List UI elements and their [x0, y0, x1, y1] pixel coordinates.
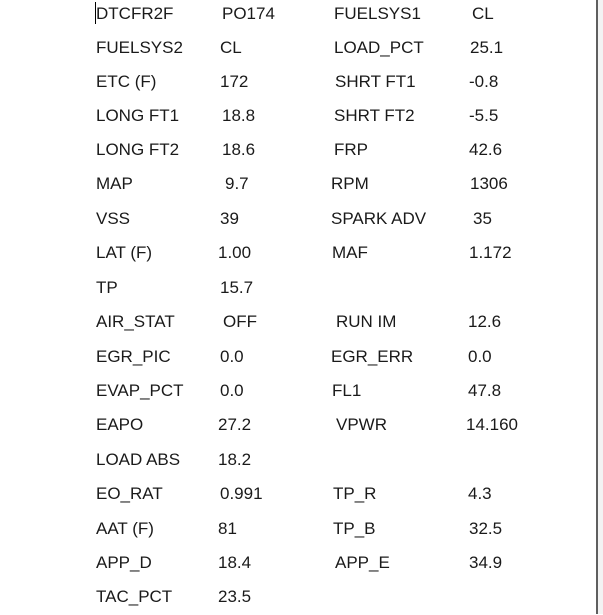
- page-margin: [598, 0, 603, 614]
- table-row: [0, 2, 590, 32]
- pid-label: AIR_STAT: [96, 312, 175, 331]
- pid-label: LONG FT1: [96, 106, 180, 125]
- table-row: [0, 551, 590, 581]
- pid-value: 12.6: [468, 312, 502, 331]
- table-row: [0, 276, 590, 306]
- pid-label: LONG FT2: [96, 140, 180, 159]
- pid-value: PO174: [222, 4, 275, 23]
- pid-value: 0.0: [220, 381, 244, 400]
- pid-value: 81: [218, 519, 237, 538]
- pid-value: 18.4: [218, 553, 252, 572]
- pid-value: 1.00: [218, 243, 252, 262]
- pid-value: 42.6: [469, 140, 503, 159]
- pid-value: CL: [220, 38, 242, 57]
- pid-value: 25.1: [470, 38, 504, 57]
- pid-value: 32.5: [469, 519, 503, 538]
- pid-value: 1.172: [469, 243, 512, 262]
- table-row: [0, 70, 590, 100]
- table-row: [0, 448, 590, 478]
- pid-value: -0.8: [469, 72, 499, 91]
- table-row: [0, 482, 590, 512]
- pid-value: 0.0: [468, 347, 492, 366]
- table-row: [0, 379, 590, 409]
- pid-label: EVAP_PCT: [96, 381, 184, 400]
- table-row: [0, 241, 590, 271]
- pid-value: 18.6: [222, 140, 256, 159]
- pid-value: 14.160: [466, 415, 518, 434]
- pid-value: CL: [472, 4, 494, 23]
- pid-label: SHRT FT2: [334, 106, 415, 125]
- pid-value: 15.7: [220, 278, 254, 297]
- pid-label: AAT (F): [96, 519, 154, 538]
- pid-value: 4.3: [468, 484, 492, 503]
- pid-label: EGR_ERR: [331, 347, 414, 366]
- pid-value: 47.8: [468, 381, 502, 400]
- table-row: [0, 172, 590, 202]
- pid-value: 0.0: [220, 347, 244, 366]
- pid-label: EO_RAT: [96, 484, 163, 503]
- table-row: [0, 345, 590, 375]
- pid-value: 27.2: [218, 415, 252, 434]
- pid-value: 18.2: [218, 450, 252, 469]
- pid-label: MAP: [96, 174, 133, 193]
- pid-label: SPARK ADV: [331, 209, 427, 228]
- pid-label: TP: [96, 278, 118, 297]
- pid-value: 35: [473, 209, 492, 228]
- table-row: [0, 36, 590, 66]
- pid-label: EAPO: [96, 415, 144, 434]
- pid-value: -5.5: [469, 106, 499, 125]
- pid-value: 1306: [470, 174, 508, 193]
- pid-label: APP_E: [335, 553, 390, 572]
- table-row: [0, 104, 590, 134]
- table-row: [0, 207, 590, 237]
- pid-label: FUELSYS1: [334, 4, 421, 23]
- pid-value: OFF: [223, 312, 257, 331]
- table-row: [0, 413, 590, 443]
- pid-value: 9.7: [225, 174, 249, 193]
- pid-label: VSS: [96, 209, 131, 228]
- pid-label: SHRT FT1: [335, 72, 416, 91]
- pid-value: 39: [220, 209, 239, 228]
- pid-label: DTCFR2F: [96, 4, 174, 23]
- pid-value: 23.5: [218, 587, 252, 606]
- pid-value: 18.8: [222, 106, 256, 125]
- pid-label: LOAD_PCT: [334, 38, 424, 57]
- pid-label: EGR_PIC: [96, 347, 171, 366]
- pid-label: APP_D: [96, 553, 152, 572]
- pid-label: RUN IM: [336, 312, 397, 331]
- pid-label: FRP: [334, 140, 368, 159]
- table-row: [0, 138, 590, 168]
- pid-label: TP_R: [333, 484, 377, 503]
- pid-label: FL1: [332, 381, 362, 400]
- pid-label: MAF: [332, 243, 368, 262]
- pid-label: TAC_PCT: [96, 587, 173, 606]
- pid-value: 0.991: [220, 484, 263, 503]
- pid-label: VPWR: [336, 415, 387, 434]
- table-row: [0, 585, 590, 615]
- pid-label: TP_B: [333, 519, 376, 538]
- pid-value: 34.9: [469, 553, 503, 572]
- pid-label: ETC (F): [96, 72, 157, 91]
- pid-label: LOAD ABS: [96, 450, 181, 469]
- table-row: [0, 310, 590, 340]
- pid-label: RPM: [331, 174, 369, 193]
- pid-value: 172: [220, 72, 249, 91]
- pid-label: FUELSYS2: [96, 38, 183, 57]
- pid-label: LAT (F): [96, 243, 153, 262]
- table-row: [0, 517, 590, 547]
